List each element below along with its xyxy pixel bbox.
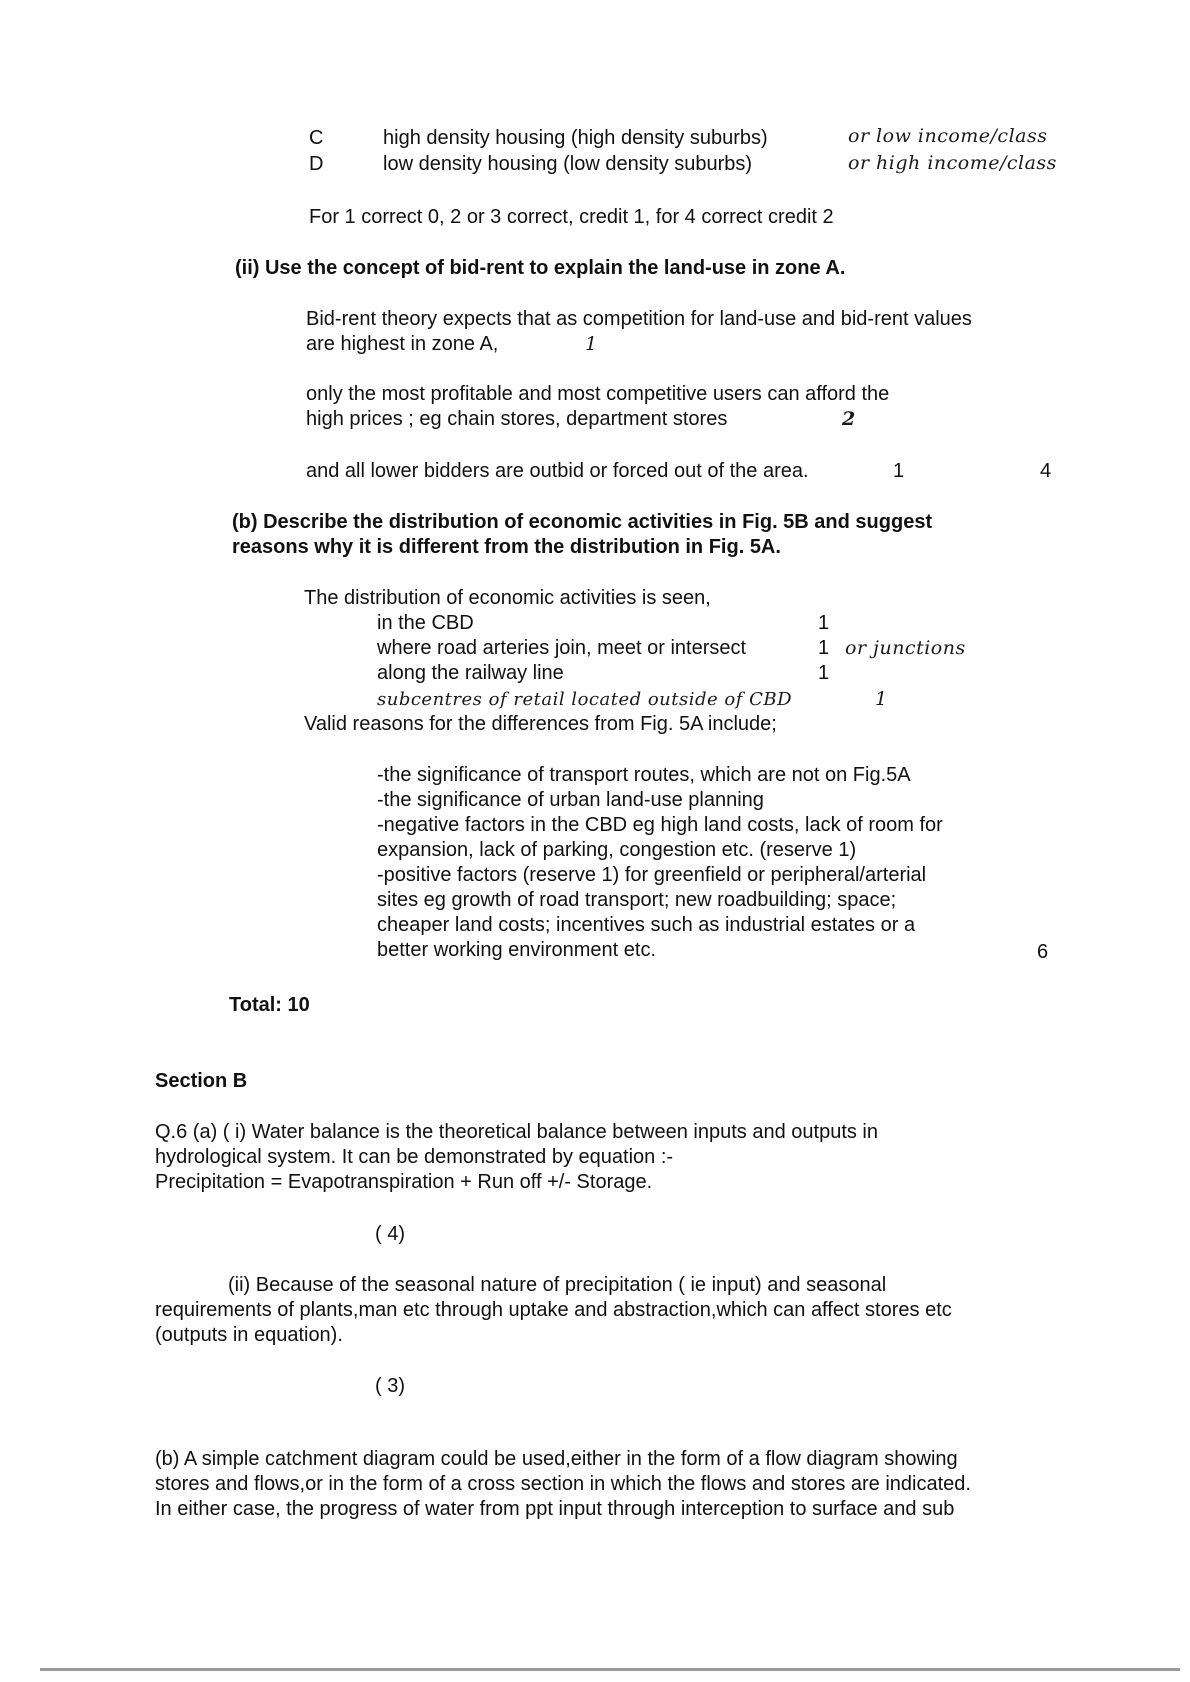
reason-line: -the significance of transport routes, which are not on Fig.5A xyxy=(377,764,911,786)
bid-rent-line-2: are highest in zone A, xyxy=(306,333,499,355)
distribution-item-mark: 1 xyxy=(818,637,830,659)
mark-total-a-ii: 4 xyxy=(1040,460,1052,482)
mark-p1: 1 xyxy=(585,333,598,355)
bid-rent-line-3: only the most profitable and most competitive users can afford the xyxy=(306,383,890,405)
bid-rent-line-1: Bid-rent theory expects that as competition for land-use and bid-rent values xyxy=(306,308,972,330)
zone-letter-c: C xyxy=(309,127,324,149)
distribution-item: in the CBD xyxy=(377,612,474,634)
reason-line: sites eg growth of road transport; new roadbuilding; space; xyxy=(377,889,897,911)
mark-p3: 1 xyxy=(893,460,905,482)
question-b-heading-1: (b) Describe the distribution of economic activities in Fig. 5B and suggest xyxy=(232,511,933,533)
distribution-intro: The distribution of economic activities is seen, xyxy=(304,587,711,609)
ii-line-3: (outputs in equation). xyxy=(155,1324,343,1346)
mark-p2: 2 xyxy=(842,408,856,430)
reason-line: -positive factors (reserve 1) for greenfield or peripheral/arterial xyxy=(377,864,927,886)
question-b-heading-2: reasons why it is different from the distribution in Fig. 5A. xyxy=(232,536,781,558)
handwritten-item-subcentres: subcentres of retail located outside of CBD xyxy=(377,689,793,710)
b-line-2: stores and flows,or in the form of a cross section in which the flows and stores are indicated. xyxy=(155,1473,971,1495)
reasons-intro: Valid reasons for the differences from Fig. 5A include; xyxy=(304,713,777,735)
q6-line-1: Q.6 (a) ( i) Water balance is the theoretical balance between inputs and outputs in xyxy=(155,1121,878,1143)
distribution-item-mark: 1 xyxy=(818,612,830,634)
bid-rent-line-4: high prices ; eg chain stores, department stores xyxy=(306,408,728,430)
reason-line: better working environment etc. xyxy=(377,939,657,961)
reason-line: expansion, lack of parking, congestion etc. (reserve 1) xyxy=(377,839,857,861)
page-bottom-rule xyxy=(40,1668,1180,1671)
handwritten-note-d: or high income/class xyxy=(848,152,1057,174)
q6-line-2: hydrological system. It can be demonstrated by equation :- xyxy=(155,1146,674,1168)
handwritten-note-junctions: or junctions xyxy=(845,637,966,659)
q6-mark: ( 4) xyxy=(375,1223,405,1245)
b-line-3: In either case, the progress of water from ppt input through interception to surface and sub xyxy=(155,1498,955,1520)
distribution-item: along the railway line xyxy=(377,662,564,684)
reason-line: -the significance of urban land-use planning xyxy=(377,789,764,811)
handwritten-item-mark: 1 xyxy=(875,688,888,710)
q6-line-3: Precipitation = Evapotranspiration + Run off +/- Storage. xyxy=(155,1171,653,1193)
section-b-title: Section B xyxy=(155,1070,248,1092)
question-a-ii-heading: (ii) Use the concept of bid-rent to explain the land-use in zone A. xyxy=(235,257,846,279)
reason-line: -negative factors in the CBD eg high land costs, lack of room for xyxy=(377,814,943,836)
total-line: Total: 10 xyxy=(229,994,310,1016)
reason-line: cheaper land costs; incentives such as industrial estates or a xyxy=(377,914,916,936)
zone-letter-d: D xyxy=(309,153,324,175)
ii-line-2: requirements of plants,man etc through uptake and abstraction,which can affect stores etc xyxy=(155,1299,952,1321)
b-line-1: (b) A simple catchment diagram could be used,either in the form of a flow diagram showing xyxy=(155,1448,958,1470)
mark-total-b: 6 xyxy=(1037,941,1049,963)
credit-line: For 1 correct 0, 2 or 3 correct, credit 1, for 4 correct credit 2 xyxy=(309,206,834,228)
ii-line-1: (ii) Because of the seasonal nature of precipitation ( ie input) and seasonal xyxy=(228,1274,887,1296)
distribution-item-mark: 1 xyxy=(818,662,830,684)
ii-mark: ( 3) xyxy=(375,1375,405,1397)
bid-rent-line-5: and all lower bidders are outbid or forced out of the area. xyxy=(306,460,809,482)
zone-text-d: low density housing (low density suburbs) xyxy=(383,153,753,175)
zone-text-c: high density housing (high density suburbs) xyxy=(383,127,768,149)
distribution-item: where road arteries join, meet or intersect xyxy=(377,637,747,659)
handwritten-note-c: or low income/class xyxy=(848,125,1048,147)
